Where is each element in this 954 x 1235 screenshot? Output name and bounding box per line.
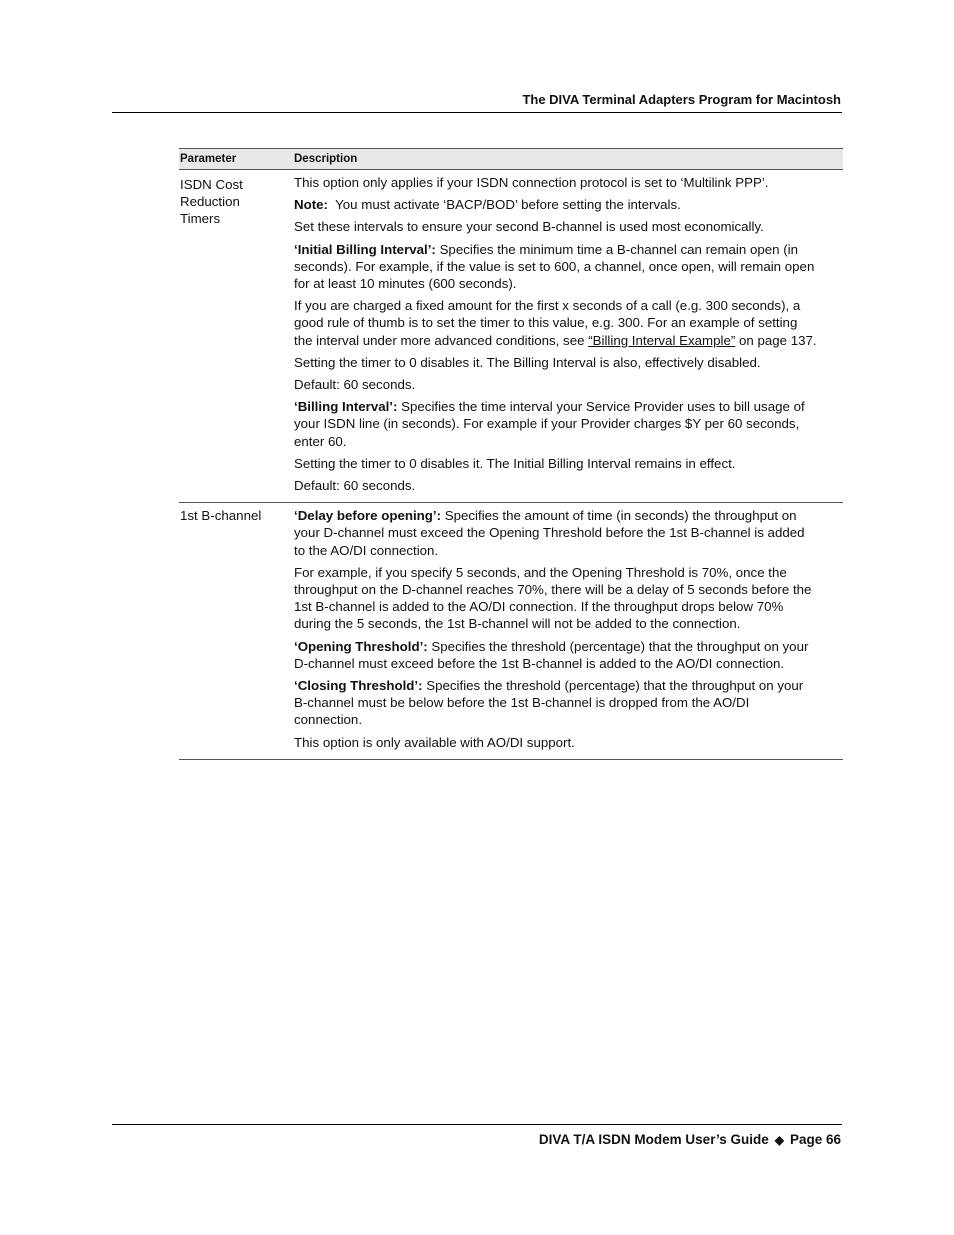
delay-text: Specifies the amount of time (in seconds) the throughput on your D-channel must exceed the Opening Threshold before the 1st B-channel is added to the AO/DI connection. [294,508,805,558]
running-footer [112,1132,841,1147]
table-row [179,170,843,503]
delay-paragraph [294,507,819,559]
delay-label: ‘Delay before opening’: [294,508,442,524]
description-paragraph: This option only applies if your ISDN connection protocol is set to ‘Multilink PPP’. [294,175,769,190]
billing-interval-label: ‘Billing Interval’: [294,399,398,415]
note-label: Note: [294,197,328,213]
initial-billing-text: Specifies the minimum time a B-channel can remain open (in seconds). For example, if the value is set to 600, a channel, once open, will remain open for at least 10 minutes (600 seconds). [294,241,815,292]
diamond-icon: ◆ [774,1133,784,1147]
footer-divider [112,1124,842,1125]
parameter-cell: 1st B-channel [180,508,262,524]
description-cell [294,170,843,502]
note-text: You must activate ‘BACP/BOD’ before setting the intervals. [335,197,681,213]
parameter-cell: ISDN Cost Reduction Timers [180,177,243,227]
description-paragraph: Setting the timer to 0 disables it. The Initial Billing Interval remains in effect. [294,455,736,471]
running-header: The DIVA Terminal Adapters Program for Macintosh [522,92,841,107]
closing-threshold-label: ‘Closing Threshold’: [294,678,423,694]
page-number: Page 66 [789,1132,841,1147]
opening-threshold-paragraph [294,638,819,672]
fixed-charge-text: If you are charged a fixed amount for the first x seconds of a call (e.g. 300 seconds), a good rule of thumb is to set the timer to this value, e.g. 300. For an example of setting the interval under more advanced conditions, see [294,298,801,348]
parameter-table [179,148,843,760]
note-paragraph [294,196,819,213]
billing-interval-paragraph [294,398,819,450]
initial-billing-label: ‘Initial Billing Interval’: [294,241,436,257]
description-paragraph: This option is only available with AO/DI support. [294,734,575,750]
column-header-parameter: Parameter [180,153,237,165]
column-header-description: Description [294,153,358,165]
billing-interval-text: Specifies the time interval your Service Provider uses to bill usage of your ISDN line (in seconds). For example if your Provider charges $Y per 60 seconds, enter 60. [294,399,805,449]
header-divider [112,112,842,113]
guide-title: DIVA T/A ISDN Modem User’s Guide [538,1132,769,1147]
opening-threshold-label: ‘Opening Threshold’: [294,638,428,654]
description-cell [294,503,843,759]
fixed-charge-paragraph [294,297,819,349]
default-paragraph: Default: 60 seconds. [294,478,416,494]
table-header [179,148,843,170]
initial-billing-paragraph [294,241,819,293]
opening-threshold-text: Specifies the threshold (percentage) that the throughput on your D-channel must exceed before the 1st B-channel is added to the AO/DI connection. [294,638,809,671]
closing-threshold-paragraph [294,677,819,729]
fixed-charge-tail: on page 137. [738,332,817,348]
description-paragraph: For example, if you specify 5 seconds, and the Opening Threshold is 70%, once the throughput on the D-channel reaches 70%, there will be a delay of 5 seconds before the 1st B-channel is added to the AO/DI connection. If the throughput drops below 70% during the 5 seconds, the 1st B-channel will not be added to the connection. [294,564,812,632]
description-paragraph: Set these intervals to ensure your second B-channel is used most economically. [294,219,764,235]
table-row [179,503,843,760]
description-paragraph: Setting the timer to 0 disables it. The Billing Interval is also, effectively disabled. [294,354,761,370]
default-paragraph: Default: 60 seconds. [294,377,416,393]
closing-threshold-text: Specifies the threshold (percentage) that the throughput on your B-channel must be below before the 1st B-channel is dropped from the AO/DI connection. [294,678,804,728]
billing-interval-example-link[interactable]: “Billing Interval Example” [588,332,736,348]
